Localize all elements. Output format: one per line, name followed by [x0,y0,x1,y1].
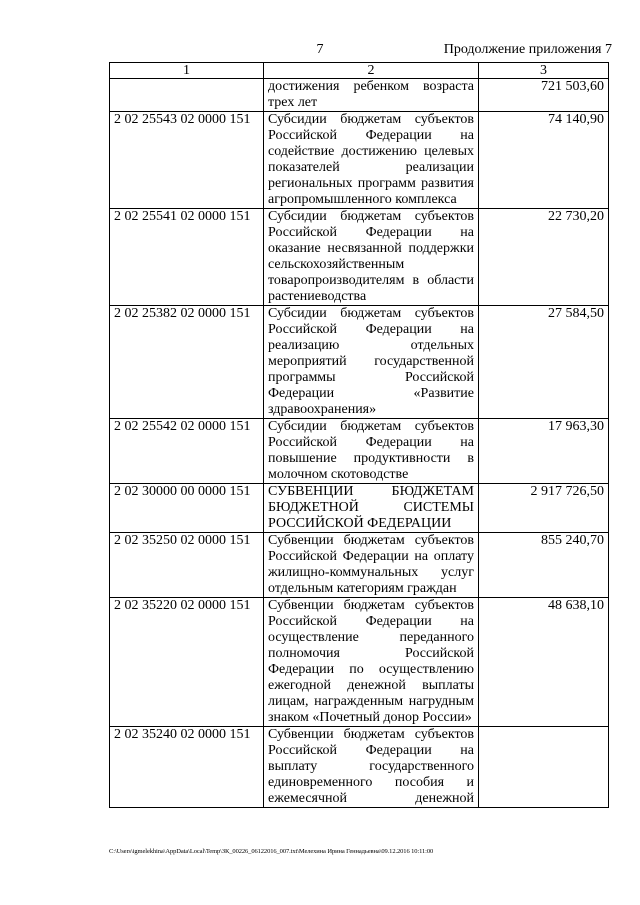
budget-code: 2 02 25542 02 0000 151 [110,419,264,484]
budget-amount [479,727,609,808]
budget-amount: 22 730,20 [479,209,609,306]
table-row [110,306,609,419]
table-row [110,598,609,727]
budget-description: СУБВЕНЦИИ БЮДЖЕТАМ БЮДЖЕТНОЙ СИСТЕМЫ РОССИЙСКОЙ ФЕДЕРАЦИИ [264,484,479,533]
table-row [110,112,609,209]
table-row [110,727,609,808]
budget-amount: 17 963,30 [479,419,609,484]
budget-amount: 855 240,70 [479,533,609,598]
budget-code: 2 02 25543 02 0000 151 [110,112,264,209]
budget-code: 2 02 25382 02 0000 151 [110,306,264,419]
budget-description: Субвенции бюджетам субъектов Российской Федерации на осуществление переданного полномочия Российской Федерации по осуществлению ежегодной денежной выплаты лицам, награжденным нагрудным знаком «Почетный донор России» [264,598,479,727]
column-header-3: 3 [479,63,609,79]
column-header-2: 2 [264,63,479,79]
table-row [110,484,609,533]
budget-code [110,79,264,112]
budget-code: 2 02 35250 02 0000 151 [110,533,264,598]
page-number: 7 [316,42,324,57]
budget-description: Субсидии бюджетам субъектов Российской Федерации на оказание несвязанной поддержки сельскохозяйственным товаропроизводителям в области растениеводства [264,209,479,306]
budget-table [109,62,609,808]
budget-code: 2 02 35220 02 0000 151 [110,598,264,727]
file-path-footer: C:\Users\igmelekhina\AppData\Local\Temp\ЗК_00226_06122016_007.txt\Мелехина Ирина Геннадьевна\09.12.2016 10:11:00 [109,848,434,855]
budget-amount: 27 584,50 [479,306,609,419]
budget-code: 2 02 25541 02 0000 151 [110,209,264,306]
budget-amount: 721 503,60 [479,79,609,112]
budget-description: Субвенции бюджетам субъектов Российской Федерации на выплату государственного единовременного пособия и ежемесячной денежной [264,727,479,808]
continuation-label: Продолжение приложения 7 [443,42,612,57]
budget-code: 2 02 35240 02 0000 151 [110,727,264,808]
table-row [110,533,609,598]
budget-amount: 74 140,90 [479,112,609,209]
budget-description: Субсидии бюджетам субъектов Российской Федерации на реализацию отдельных мероприятий государственной программы Российской Федерации «Развитие здравоохранения» [264,306,479,419]
budget-amount: 2 917 726,50 [479,484,609,533]
table-row [110,79,609,112]
budget-description: Субсидии бюджетам субъектов Российской Федерации на содействие достижению целевых показателей реализации региональных программ развития агропромышленного комплекса [264,112,479,209]
budget-description: Субсидии бюджетам субъектов Российской Федерации на повышение продуктивности в молочном скотоводстве [264,419,479,484]
budget-amount: 48 638,10 [479,598,609,727]
table-row [110,419,609,484]
budget-code: 2 02 30000 00 0000 151 [110,484,264,533]
budget-description: достижения ребенком возраста трех лет [264,79,479,112]
table-row [110,209,609,306]
column-header-1: 1 [110,63,264,79]
column-number-row [110,63,609,79]
budget-description: Субвенции бюджетам субъектов Российской Федерации на оплату жилищно-коммунальных услуг отдельным категориям граждан [264,533,479,598]
